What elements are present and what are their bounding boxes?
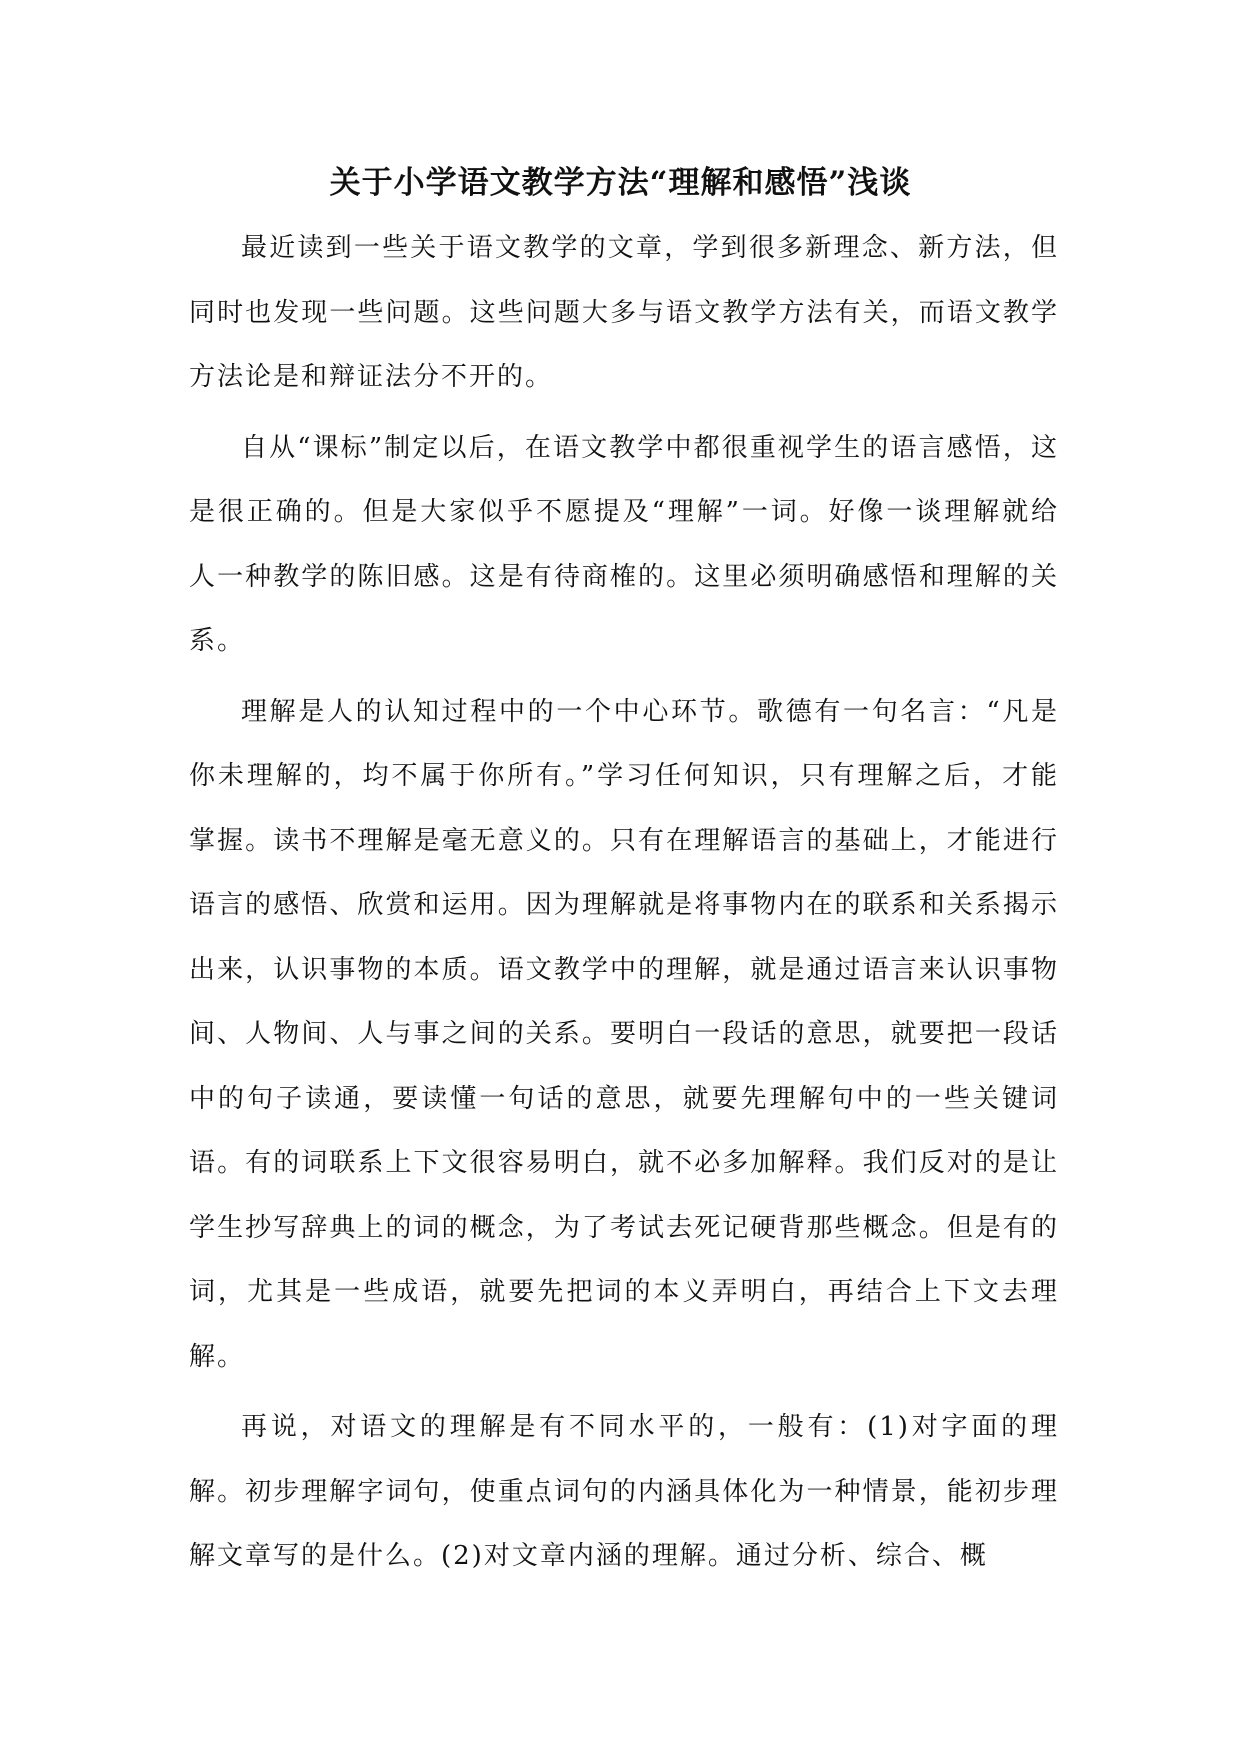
document-title: 关于小学语文教学方法“理解和感悟”浅谈 bbox=[329, 165, 912, 201]
paragraph-1: 最近读到一些关于语文教学的文章，学到很多新理念、新方法，但同时也发现一些问题。这些问题大多与语文教学方法有关，而语文教学方法论是和辩证法分不开的。 bbox=[189, 233, 1059, 392]
document-body bbox=[189, 216, 1059, 1589]
paragraph-3: 理解是人的认知过程中的一个中心环节。歌德有一句名言：“凡是你未理解的，均不属于你所有。”学习任何知识，只有理解之后，才能掌握。读书不理解是毫无意义的。只有在理解语言的基础上，才能进行语言的感悟、欣赏和运用。因为理解就是将事物内在的联系和关系揭示出来，认识事物的本质。语文教学中的理解，就是通过语言来认识事物间、人物间、人与事之间的关系。要明白一段话的意思，就要把一段话中的句子读通，要读懂一句话的意思，就要先理解句中的一些关键词语。有的词联系上下文很容易明白，就不必多加解释。我们反对的是让学生抄写辞典上的词的概念，为了考试去死记硬背那些概念。但是有的词，尤其是一些成语，就要先把词的本义弄明白，再结合上下文去理解。 bbox=[189, 696, 1059, 1372]
paragraph-2: 自从“课标”制定以后，在语文教学中都很重视学生的语言感悟，这是很正确的。但是大家似乎不愿提及“理解”一词。好像一谈理解就给人一种教学的陈旧感。这是有待商榷的。这里必须明确感悟和理解的关系。 bbox=[189, 432, 1059, 656]
paragraph-4: 再说，对语文的理解是有不同水平的，一般有：(1)对字面的理解。初步理解字词句，使重点词句的内涵具体化为一种情景，能初步理解文章写的是什么。(2)对文章内涵的理解。通过分析、综合、概 bbox=[189, 1412, 1059, 1571]
